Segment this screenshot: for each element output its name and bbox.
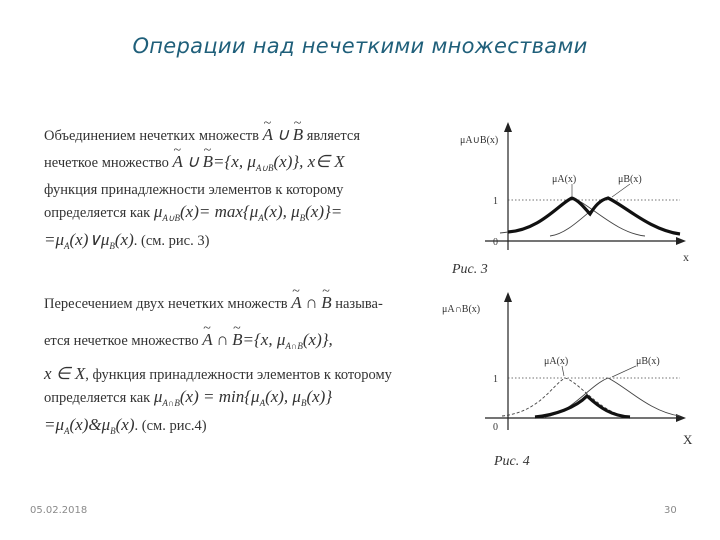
label-b-pointer (612, 366, 636, 377)
subscript: A (258, 213, 264, 223)
label-b-pointer (612, 184, 630, 197)
intersection-line-3-text: , функция принадлежности элементов к которому (85, 367, 392, 383)
set-b-symbol: ~ B (232, 329, 242, 351)
union-line-1-text: Объединением нечетких множеств (44, 128, 259, 144)
intersection-line-5 (44, 414, 392, 442)
tick-zero: 0 (493, 422, 498, 433)
intersection-line-2-text: ется нечеткое множество (44, 333, 199, 349)
set-b-symbol: ~ B (293, 124, 303, 146)
union-set-def: ={x, μ (213, 152, 256, 171)
min-formula: (x) = min{μ (179, 387, 260, 406)
max-formula: (x)= max{μ (179, 202, 259, 221)
union-line-2-text: нечеткое множество (44, 155, 169, 171)
tick-one: 1 (493, 374, 498, 385)
min-formula-end: (x)} (306, 387, 333, 406)
set-a-symbol: ~ A (263, 124, 273, 146)
union-line-3: функция принадлежности элементов к которому (44, 182, 344, 198)
intersection-line-1-end: называ- (335, 296, 383, 312)
subscript: A∪B (162, 213, 180, 223)
subscript: B (110, 426, 116, 436)
intersection-set-def: ={x, μ (242, 330, 286, 349)
mu-symbol: μ (153, 202, 163, 221)
y-axis-arrow (504, 122, 512, 132)
slide-title: Операции над нечеткими множествами (132, 34, 588, 58)
set-a-symbol: ~ A (291, 292, 301, 314)
union-operator: ∪ (186, 152, 200, 171)
and-formula-start: =μ (44, 415, 65, 434)
set-b-symbol: ~ B (321, 292, 331, 314)
intersection-curve (535, 396, 630, 417)
subscript: A∪B (255, 163, 274, 173)
max-formula-mid: (x), μ (263, 202, 300, 221)
figure-reference: . (см. рис.4) (134, 418, 207, 434)
label-mu-b: μB(x) (636, 356, 660, 367)
x-axis-label: x (683, 250, 689, 264)
subscript: A∩B (162, 398, 180, 408)
min-formula-mid: (x), μ (265, 387, 301, 406)
tick-one: 1 (493, 196, 498, 207)
figure-4-caption: Рис. 4 (494, 454, 530, 469)
x-in-x: x ∈ X (44, 364, 86, 383)
label-mu-a: μA(x) (544, 356, 569, 367)
union-line-4 (44, 201, 360, 229)
y-axis-label: μA∪B(x) (460, 135, 499, 146)
union-line-2 (44, 151, 360, 179)
figure-4-intersection (440, 290, 710, 450)
and-formula-tail: (x) (115, 415, 135, 434)
subscript: A (64, 426, 70, 436)
y-axis-arrow (504, 292, 512, 302)
mu-symbol: μ (153, 387, 163, 406)
union-paragraph (44, 124, 360, 257)
intersection-line-1 (44, 292, 392, 315)
label-mu-b: μB(x) (618, 174, 642, 185)
intersection-line-4-text: определяется как (44, 390, 151, 406)
intersection-set-def-tail: (x)}, (302, 330, 333, 349)
union-line-1-end: является (306, 128, 360, 144)
x-axis-label: X (683, 432, 693, 447)
intersection-operator: ∩ (305, 293, 318, 312)
intersection-operator: ∩ (216, 330, 229, 349)
slide-date: 05.02.2018 (30, 505, 88, 516)
subscript: B (300, 398, 307, 408)
set-a-symbol: ~ A (173, 151, 183, 173)
intersection-line-3 (44, 363, 392, 386)
subscript: A (64, 241, 70, 251)
subscript: B (109, 241, 115, 251)
figure-3-caption: Рис. 3 (452, 262, 488, 277)
or-formula-start: =μ (44, 230, 65, 249)
subscript: A∩B (285, 341, 303, 351)
union-operator: ∪ (276, 125, 290, 144)
intersection-line-4 (44, 386, 392, 414)
max-formula-end: (x)}= (305, 202, 343, 221)
x-axis-arrow (676, 237, 686, 245)
set-b-symbol: ~ B (203, 151, 213, 173)
union-line-5 (44, 229, 360, 257)
label-mu-a: μA(x) (552, 174, 577, 185)
union-line-4-text: определяется как (44, 205, 151, 221)
subscript: A (259, 398, 266, 408)
y-axis-label: μA∩B(x) (442, 304, 481, 315)
intersection-paragraph (44, 292, 392, 442)
set-a-symbol: ~ A (202, 329, 212, 351)
union-line-1 (44, 124, 360, 147)
or-formula-mid: (x)∨μ (69, 230, 110, 249)
page-number: 30 (664, 505, 677, 516)
union-curve (508, 198, 680, 234)
intersection-line-2 (44, 329, 392, 357)
figure-3-union (440, 118, 710, 278)
subscript: B (299, 213, 306, 223)
tick-zero: 0 (493, 237, 498, 248)
intersection-line-1-text: Пересечением двух нечетких множеств (44, 296, 288, 312)
label-a-pointer (562, 366, 564, 376)
or-formula-tail: (x) (114, 230, 134, 249)
figure-reference: . (см. рис. 3) (133, 233, 210, 249)
union-set-def-tail: (x)}, x∈ X (273, 152, 345, 171)
and-formula-mid: (x)&μ (69, 415, 111, 434)
